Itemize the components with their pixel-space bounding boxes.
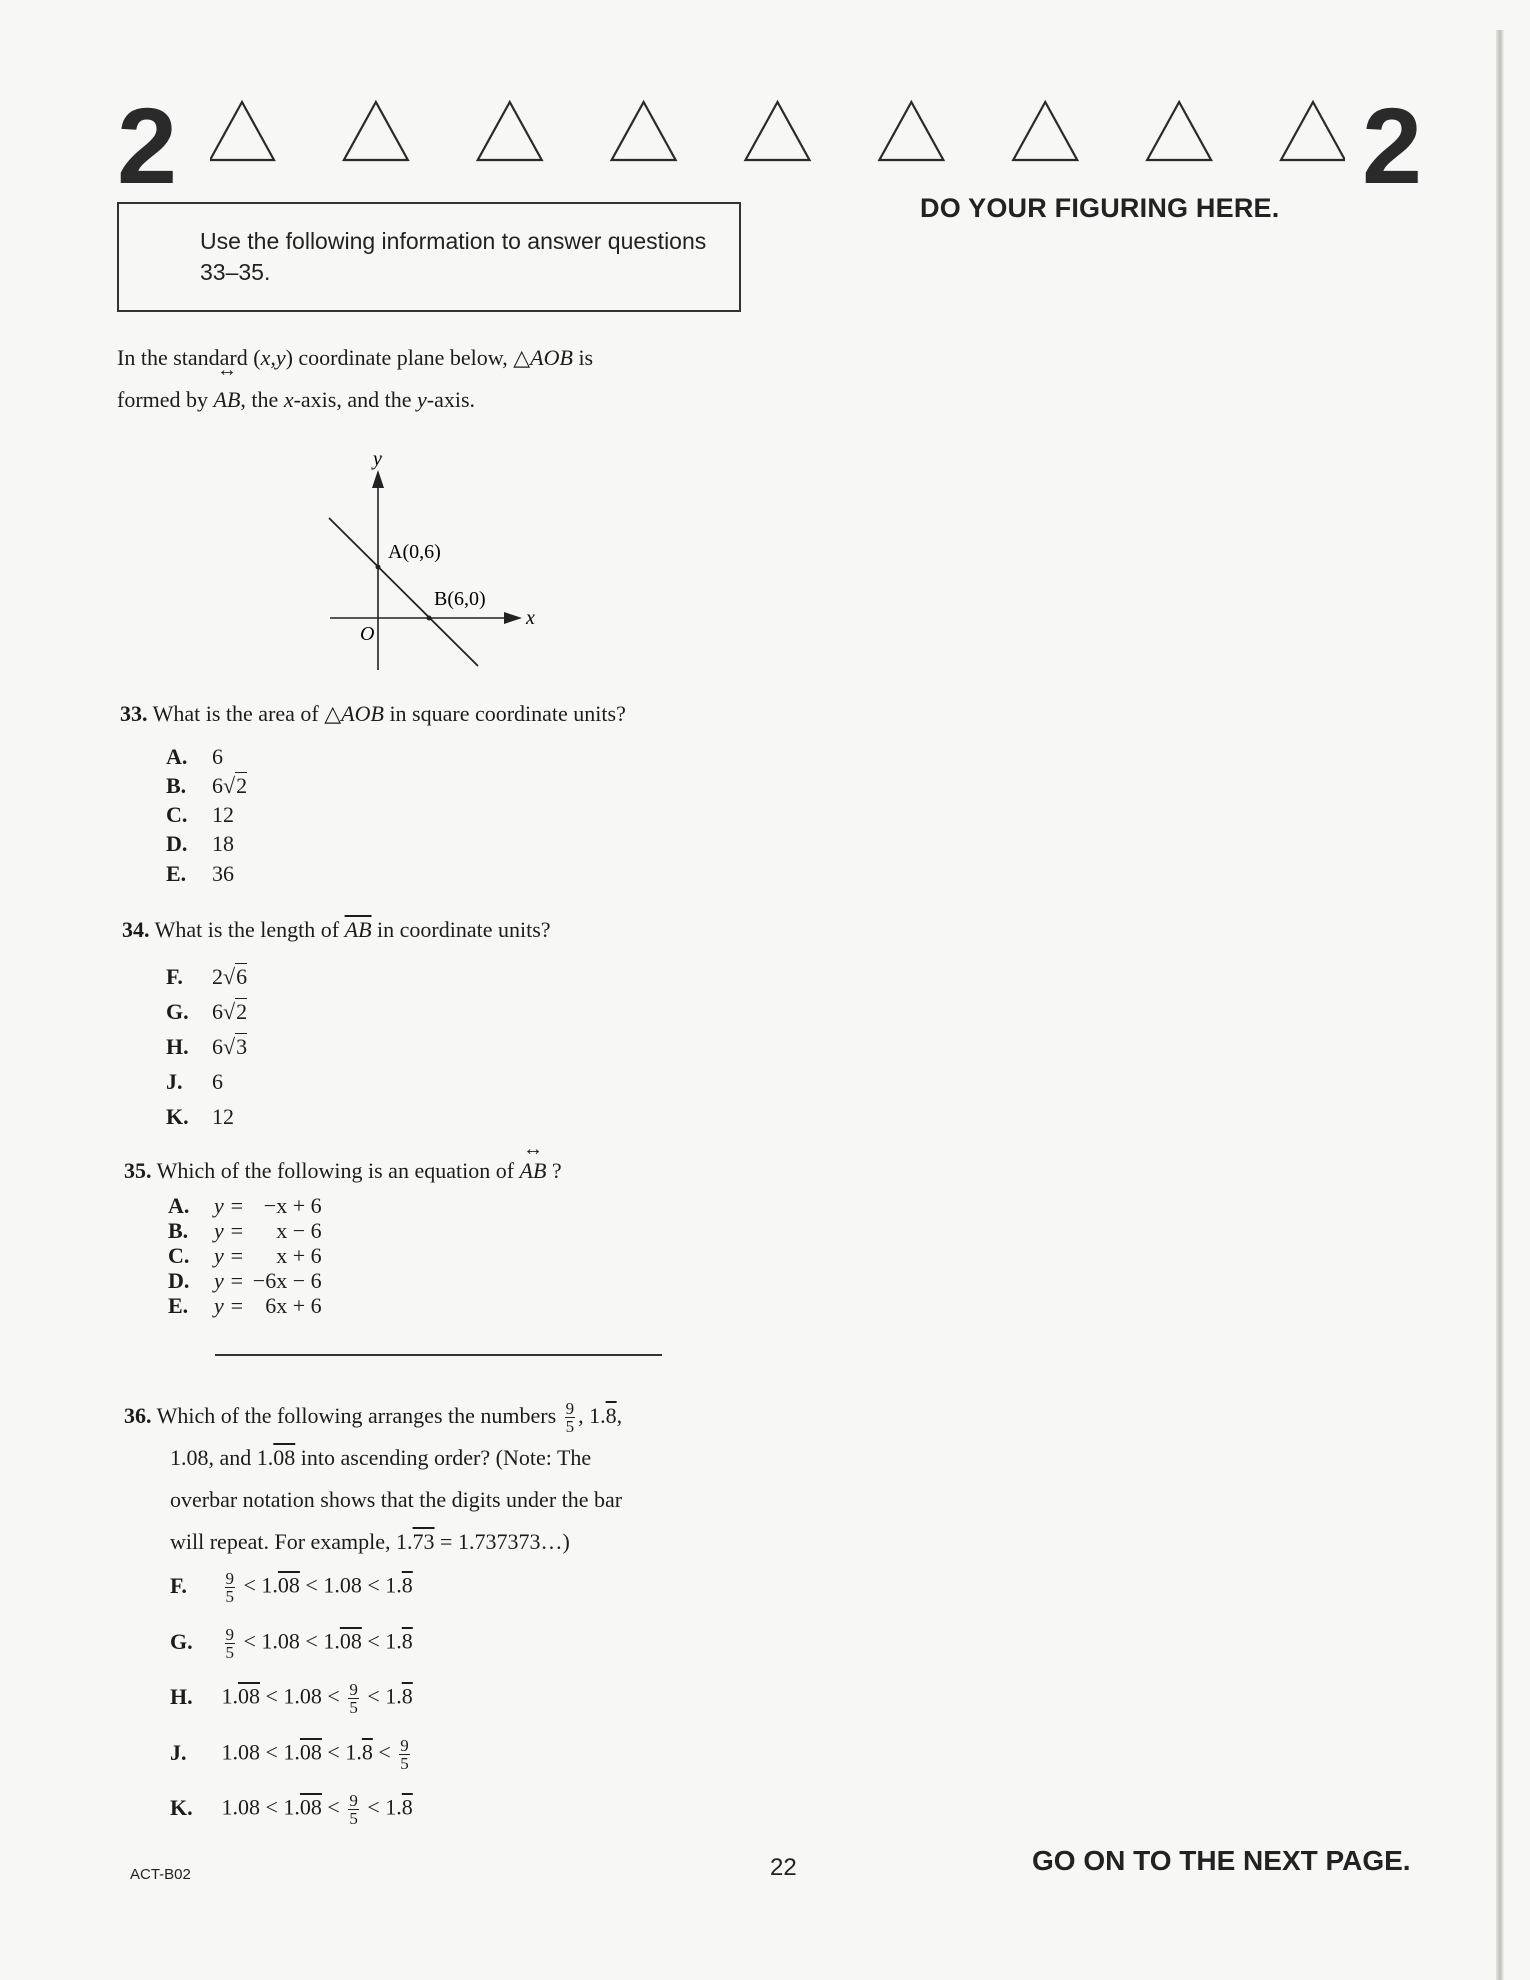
y-axis-label: y <box>373 448 382 470</box>
question-34: 34. What is the length of $\overline{AB}$ in coordinate units? <box>122 917 551 942</box>
q33-option-b[interactable]: B. 6√2 <box>166 773 248 798</box>
q36-line-1: 36. Which of the following arranges the numbers $\frac{9}{5}$ , 1.8, <box>124 1399 623 1437</box>
q34-option-j[interactable]: J. 6 <box>166 1069 223 1094</box>
triangle-icon <box>1281 102 1345 160</box>
q35-option-b[interactable]: B. y = x − 6 <box>168 1218 322 1243</box>
q36-option-h[interactable]: H. 1.08 < 1.08 < $\frac{9}{5}$ < 1.8 <box>170 1680 413 1717</box>
point-b-label: B(6,0) <box>434 588 486 610</box>
intro-paragraph <box>117 337 757 421</box>
triangle-icon <box>344 102 408 160</box>
coordinate-figure <box>310 440 560 680</box>
q35-option-c[interactable]: C. y = x + 6 <box>168 1243 322 1268</box>
fraction: $\frac{9}{5}$ <box>349 1791 358 1828</box>
point-a-dot <box>376 565 381 570</box>
triangle-row <box>210 98 1345 168</box>
next-page-instruction: GO ON TO THE NEXT PAGE. <box>1032 1845 1411 1876</box>
line-ab-notation: ↔ AB <box>214 379 241 421</box>
q36-line-2: 1.08, and 1.08 into ascending order? (Note: The <box>170 1445 592 1470</box>
origin-label: O <box>360 623 375 645</box>
triangle-icon <box>1147 102 1211 160</box>
q34-option-g[interactable]: G. 6√2 <box>166 999 248 1024</box>
fraction: $\frac{9}{5}$ <box>565 1399 575 1437</box>
section-number-left: 2 <box>117 85 178 206</box>
figuring-label: DO YOUR FIGURING HERE. <box>920 193 1280 223</box>
fraction: $\frac{9}{5}$ <box>225 1569 234 1606</box>
form-code: ACT-B02 <box>130 1866 191 1883</box>
q35-option-e[interactable]: E. y = 6x + 6 <box>168 1293 322 1318</box>
q36-line-4: will repeat. For example, 1.73 = 1.737373…) <box>170 1529 570 1554</box>
fraction: $\frac{9}{5}$ <box>400 1736 409 1773</box>
x-axis-label: x <box>526 607 535 629</box>
q33-option-d[interactable]: D. 18 <box>166 831 234 856</box>
point-b-dot <box>427 616 432 621</box>
triangle-icon <box>612 102 676 160</box>
question-36 <box>124 1395 764 1563</box>
fraction: $\frac{9}{5}$ <box>349 1680 358 1717</box>
q36-option-j[interactable]: J. 1.08 < 1.08 < 1.8 < $\frac{9}{5}$ <box>170 1736 409 1773</box>
q36-option-k[interactable]: K. 1.08 < 1.08 < $\frac{9}{5}$ < 1.8 <box>170 1791 413 1828</box>
radical: √6 <box>223 964 248 989</box>
q35-option-d[interactable]: D. y = −6x − 6 <box>168 1268 322 1293</box>
triangle-icon <box>746 102 810 160</box>
radical: √3 <box>223 1034 248 1059</box>
question-35: 35. Which of the following is an equation of ↔ AB ? <box>124 1158 562 1184</box>
line-ab-notation: ↔ AB <box>520 1158 547 1184</box>
q36-option-g[interactable]: G. $\frac{9}{5}$ < 1.08 < 1.08 < 1.8 <box>170 1625 413 1662</box>
q33-option-e[interactable]: E. 36 <box>166 861 234 886</box>
triangle-icon <box>1013 102 1077 160</box>
page-number: 22 <box>770 1854 797 1881</box>
radical: √2 <box>223 999 248 1024</box>
q34-option-h[interactable]: H. 6√3 <box>166 1034 248 1059</box>
q36-line-3: overbar notation shows that the digits under the bar <box>170 1487 623 1512</box>
q33-option-a[interactable]: A. 6 <box>166 744 223 769</box>
triangle-icon <box>210 102 274 160</box>
q34-option-k[interactable]: K. 12 <box>166 1104 234 1129</box>
triangle-icon <box>478 102 542 160</box>
radical: √2 <box>223 773 248 798</box>
section-number-right: 2 <box>1362 85 1423 206</box>
question-33: 33. What is the area of △AOB in square coordinate units? <box>120 701 626 726</box>
x-axis-arrow <box>504 612 522 624</box>
y-axis-arrow <box>372 470 384 488</box>
q35-option-a[interactable]: A. y = −x + 6 <box>168 1193 322 1218</box>
triangle-icon <box>879 102 943 160</box>
info-box-text: Use the following information to answer questions 33–35. <box>200 228 707 285</box>
q36-option-f[interactable]: F. $\frac{9}{5}$ < 1.08 < 1.08 < 1.8 <box>170 1569 413 1606</box>
q33-option-c[interactable]: C. 12 <box>166 802 234 827</box>
intro-line-2: formed by ↔ AB, the x-axis, and the y-axis. <box>117 379 757 421</box>
page-edge-shadow <box>1496 30 1504 1980</box>
point-a-label: A(0,6) <box>388 541 441 563</box>
q34-option-f[interactable]: F. 2√6 <box>166 964 248 989</box>
section-divider <box>215 1354 662 1356</box>
intro-line-1: In the standard (x,y) coordinate plane below, △AOB is <box>117 345 594 370</box>
fraction: $\frac{9}{5}$ <box>225 1625 234 1662</box>
